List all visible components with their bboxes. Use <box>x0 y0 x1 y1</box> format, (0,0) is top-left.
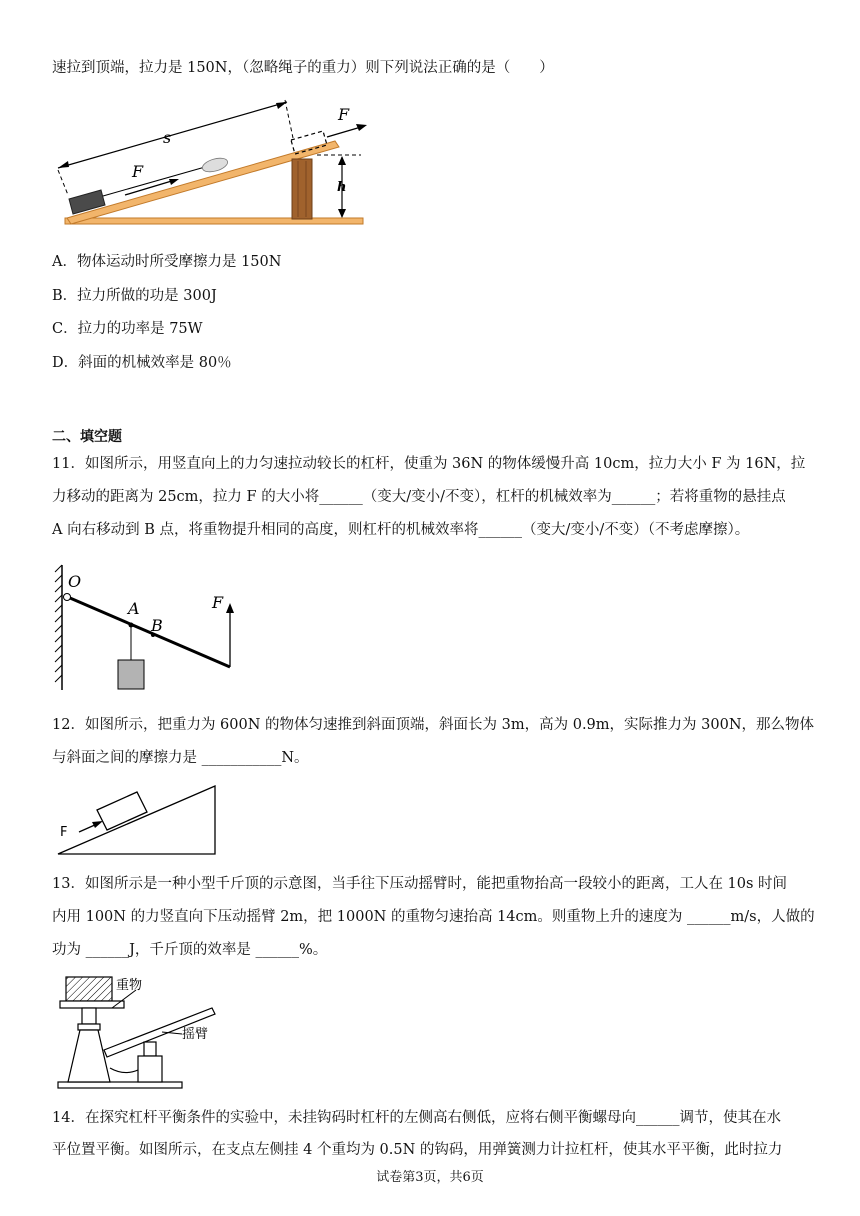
q11-label-a: A <box>128 599 140 618</box>
q10-option-b: B．拉力所做的功是 300J <box>52 288 217 304</box>
q11-label-o: O <box>68 572 82 591</box>
q13-weight <box>66 977 112 1001</box>
q14-line-1: 14．在探究杠杆平衡条件的实验中，未挂钩码时杠杆的左侧高右侧低，应将右侧平衡螺母向______调节，使其在水 <box>52 1110 781 1126</box>
q13-label-weight: 重物 <box>116 978 143 993</box>
q10-label-s: s <box>163 128 172 147</box>
q11-label-f: F <box>212 593 224 612</box>
q11-label-b: B <box>151 616 163 635</box>
q13-line-2: 内用 100N 的力竖直向下压动摇臂 2m，把 1000N 的重物匀速抬高 14cm。则重物上升的速度为 ______m/s，人做的 <box>52 909 815 925</box>
q12-incline-figure <box>55 782 220 857</box>
q11-line-1: 11．如图所示，用竖直向上的力匀速拉动较长的杠杆，使重为 36N 的物体缓慢升高 10cm，拉力大小 F 为 16N，拉 <box>52 456 806 472</box>
q10-hand-icon <box>201 156 229 175</box>
q10-support-block <box>292 159 312 219</box>
q11-line-2: 力移动的距离为 25cm，拉力 F 的大小将______（变大/变小/不变），杠杆的机械效率为______；若将重物的悬挂点 <box>52 489 786 505</box>
section-title: 二、填空题 <box>52 429 122 445</box>
q11-lever-figure <box>52 560 242 695</box>
q10-option-c: C．拉力的功率是 75W <box>52 321 203 337</box>
q11-lever-bar <box>70 598 230 667</box>
q13-line-3: 功为 ______J，千斤顶的效率是 ______%。 <box>52 942 328 958</box>
page-footer: 试卷第3页，共6页 <box>376 1170 484 1185</box>
q10-incline-figure <box>55 95 370 230</box>
q10-label-f-mid: F <box>132 162 144 181</box>
q10-option-a: A．物体运动时所受摩擦力是 150N <box>52 254 282 270</box>
q11-line-3: A 向右移动到 B 点，将重物提升相同的高度，则杠杆的机械效率将______（变大/变小/不变）（不考虑摩擦）。 <box>52 522 750 538</box>
q12-line-2: 与斜面之间的摩擦力是 ___________N。 <box>52 750 309 766</box>
q11-pivot-o <box>64 594 71 601</box>
q12-label-f: F <box>60 825 68 840</box>
q10-label-h: h <box>337 180 347 195</box>
q13-label-arm: 摇臂 <box>182 1027 209 1042</box>
q10-stem-tail: 速拉到顶端，拉力是 150N，（忽略绳子的重力）则下列说法正确的是（ ） <box>52 60 554 76</box>
q10-option-d: D．斜面的机械效率是 80％ <box>52 355 232 371</box>
q11-weight <box>118 660 144 689</box>
q13-jack-figure <box>52 972 232 1092</box>
q14-line-2: 平位置平衡。如图所示，在支点左侧挂 4 个重均为 0.5N 的钩码，用弹簧测力计拉杠杆，使其水平平衡，此时拉力 <box>52 1142 783 1158</box>
q12-line-1: 12．如图所示，把重力为 600N 的物体匀速推到斜面顶端，斜面长为 3m，高为 0.9m，实际推力为 300N，那么物体 <box>52 717 815 733</box>
q10-base-board <box>65 218 363 224</box>
q10-label-f-top: F <box>338 105 350 124</box>
q13-line-1: 13．如图所示是一种小型千斤顶的示意图，当手往下压动摇臂时，能把重物抬高一段较小的距离，工人在 10s 时间 <box>52 876 788 892</box>
